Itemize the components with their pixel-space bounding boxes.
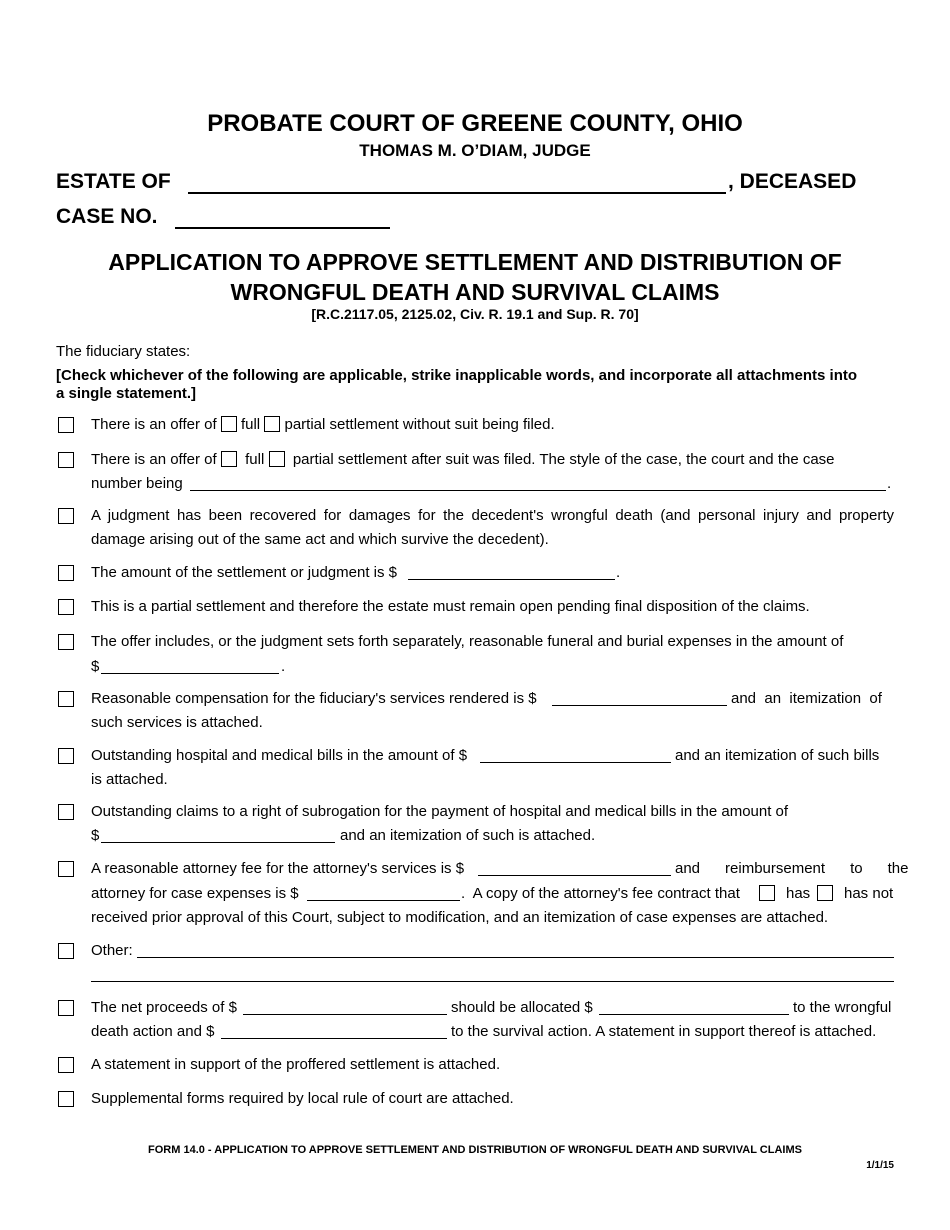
item-text: partial settlement after suit was filed. The style of the case, the court and the case <box>292 451 835 468</box>
has-not-label: has not <box>844 885 894 902</box>
checkbox-fiduciary-compensation[interactable] <box>58 691 74 707</box>
fiduciary-compensation-line2: such services is attached. <box>91 714 263 731</box>
statement-support-text: A statement in support of the proffered settlement is attached. <box>91 1056 501 1073</box>
case-style-field[interactable] <box>190 490 886 491</box>
checkbox-statement-support[interactable] <box>58 1057 74 1073</box>
fiduciary-compensation-field[interactable] <box>552 705 727 706</box>
fee-contract-text: . A copy of the attorney's fee contract that <box>461 885 740 902</box>
checkbox-judgment-recovered[interactable] <box>58 508 74 524</box>
checkbox-full[interactable] <box>221 451 237 467</box>
case-expenses-field[interactable] <box>307 900 460 901</box>
judgment-text-line1: A judgment has been recovered for damages for the decedent's wrongful death (and personal injury and property <box>91 507 894 524</box>
dollar-sign: $ <box>91 658 100 675</box>
attorney-fee-suffix: and reimbursement to the <box>675 860 909 877</box>
attorney-fee-label: A reasonable attorney fee for the attorney's services is $ <box>91 860 465 877</box>
checkbox-subrogation[interactable] <box>58 804 74 820</box>
option-label: full <box>240 416 261 433</box>
dollar-sign: $ <box>91 827 100 844</box>
funeral-text-line1: The offer includes, or the judgment sets forth separately, reasonable funeral and burial expenses in the amount of <box>91 633 844 650</box>
death-action-label: death action and $ <box>91 1023 215 1040</box>
case-style-label: number being <box>91 475 183 492</box>
other-label: Other: <box>91 942 133 959</box>
survival-allocation-field[interactable] <box>221 1038 447 1039</box>
medical-bills-line2: is attached. <box>91 771 168 788</box>
checkbox-net-proceeds[interactable] <box>58 1000 74 1016</box>
item-text: partial settlement without suit being filed. <box>284 416 555 433</box>
item-text: There is an offer of <box>91 416 217 433</box>
medical-bills-suffix: and an itemization of such bills <box>675 747 880 764</box>
checkbox-partial[interactable] <box>269 451 285 467</box>
other-field-line1[interactable] <box>137 957 894 958</box>
wrongful-death-allocation-field[interactable] <box>599 1014 789 1015</box>
checkbox-has[interactable] <box>759 885 775 901</box>
judge-name: THOMAS M. O’DIAM, JUDGE <box>359 141 591 160</box>
funeral-amount-field[interactable] <box>101 673 279 674</box>
settlement-amount-label: The amount of the settlement or judgment is $ <box>91 564 397 581</box>
subrogation-suffix: and an itemization of such is attached. <box>340 827 596 844</box>
checkbox-partial[interactable] <box>264 416 280 432</box>
form-title-line1: APPLICATION TO APPROVE SETTLEMENT AND DISTRIBUTION OF <box>108 249 842 275</box>
checkbox-offer-after-suit[interactable] <box>58 452 74 468</box>
period: . <box>887 475 892 492</box>
fiduciary-states: The fiduciary states: <box>56 343 191 360</box>
attorney-fee-field[interactable] <box>478 875 671 876</box>
option-label: full <box>245 451 265 468</box>
deceased-label: , DECEASED <box>728 170 857 193</box>
court-name: PROBATE COURT OF GREENE COUNTY, OHIO <box>207 110 743 137</box>
item-text: There is an offer of <box>91 451 217 468</box>
medical-bills-field[interactable] <box>480 762 671 763</box>
partial-settlement-text: This is a partial settlement and therefore the estate must remain open pending final disposition of the claims. <box>91 598 810 615</box>
form-footer: FORM 14.0 - APPLICATION TO APPROVE SETTLEMENT AND DISTRIBUTION OF WRONGFUL DEATH AND SURVIVAL CLAIMS <box>148 1144 802 1156</box>
checkbox-supplemental-forms[interactable] <box>58 1091 74 1107</box>
estate-of-label: ESTATE OF <box>56 170 171 193</box>
checkbox-offer-without-suit[interactable] <box>58 417 74 433</box>
subrogation-text-line1: Outstanding claims to a right of subrogation for the payment of hospital and medical bills in the amount of <box>91 803 789 820</box>
allocated-label: should be allocated $ <box>451 999 593 1016</box>
instruction-line1: [Check whichever of the following are applicable, strike inapplicable words, and incorporate all attachments into <box>56 367 858 384</box>
supplemental-forms-text: Supplemental forms required by local rule of court are attached. <box>91 1090 514 1107</box>
checkbox-other[interactable] <box>58 943 74 959</box>
checkbox-attorney-fee[interactable] <box>58 861 74 877</box>
item-offer-after-suit <box>91 448 894 472</box>
survival-action-text: to the survival action. A statement in support thereof is attached. <box>451 1023 877 1040</box>
checkbox-full[interactable] <box>221 416 237 432</box>
case-no-label: CASE NO. <box>56 205 158 228</box>
net-proceeds-field[interactable] <box>243 1014 447 1015</box>
fiduciary-compensation-suffix: and an itemization of <box>731 690 882 707</box>
wrongful-death-label: to the wrongful <box>793 999 892 1016</box>
checkbox-has-not[interactable] <box>817 885 833 901</box>
fiduciary-compensation-label: Reasonable compensation for the fiduciary's services rendered is $ <box>91 690 537 707</box>
instruction-line2: a single statement.] <box>56 385 197 402</box>
has-label: has <box>786 885 811 902</box>
period: . <box>281 658 286 675</box>
judgment-text-line2: damage arising out of the same act and which survive the decedent). <box>91 531 549 548</box>
subrogation-amount-field[interactable] <box>101 842 335 843</box>
estate-name-field[interactable] <box>188 192 726 194</box>
form-title-line2: WRONGFUL DEATH AND SURVIVAL CLAIMS <box>230 279 720 305</box>
item-offer-without-suit <box>91 413 555 437</box>
period: . <box>616 564 621 581</box>
checkbox-settlement-amount[interactable] <box>58 565 74 581</box>
case-number-field[interactable] <box>175 227 390 229</box>
other-field-line2[interactable] <box>91 981 894 982</box>
attorney-fee-line3: received prior approval of this Court, subject to modification, and an itemization of case expenses are attached. <box>91 909 829 926</box>
form-date: 1/1/15 <box>866 1160 894 1171</box>
checkbox-medical-bills[interactable] <box>58 748 74 764</box>
medical-bills-label: Outstanding hospital and medical bills in the amount of $ <box>91 747 468 764</box>
checkbox-funeral-expenses[interactable] <box>58 634 74 650</box>
settlement-amount-field[interactable] <box>408 579 615 580</box>
net-proceeds-label: The net proceeds of $ <box>91 999 237 1016</box>
statute-reference: [R.C.2117.05, 2125.02, Civ. R. 19.1 and Sup. R. 70] <box>311 306 639 322</box>
case-expenses-label: attorney for case expenses is $ <box>91 885 299 902</box>
checkbox-partial-settlement[interactable] <box>58 599 74 615</box>
